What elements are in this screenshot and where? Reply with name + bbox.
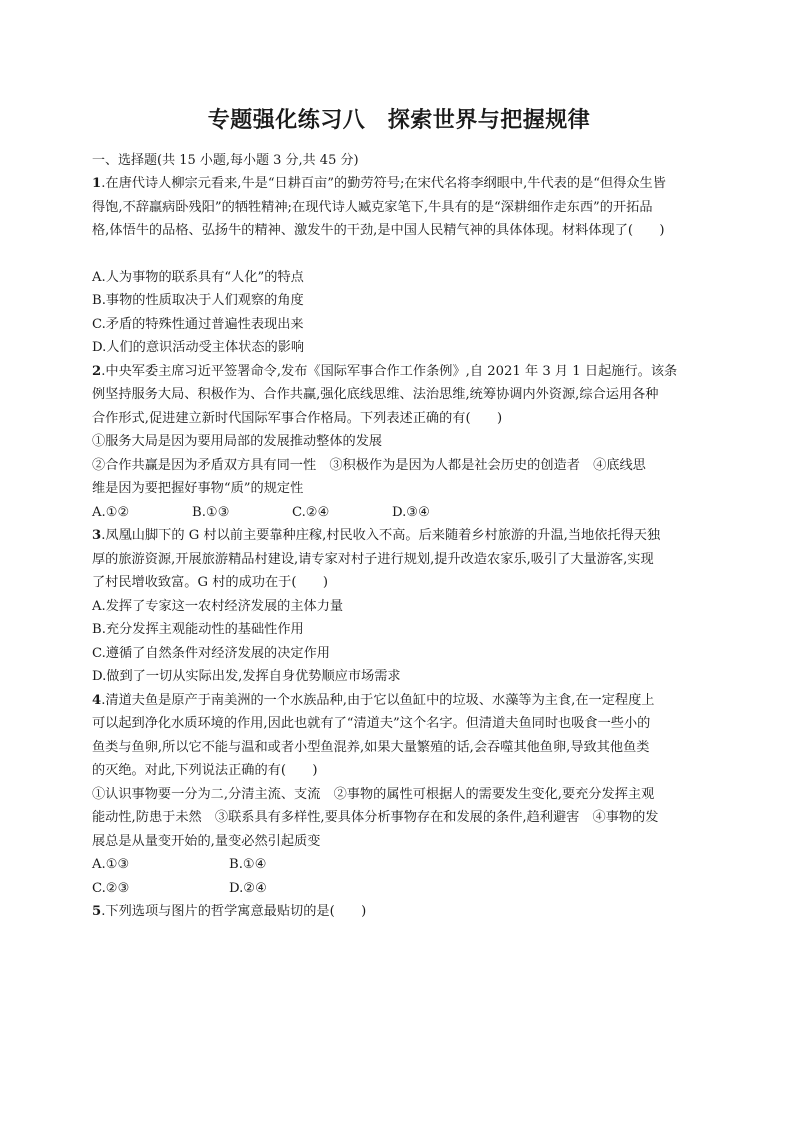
statement-line: ①认识事物要一分为二,分清主流、支流 ②事物的属性可根据人的需要发生变化,要充分发挥主观: [92, 786, 655, 802]
option-c: C.②③: [92, 880, 130, 896]
option-b: B.①④: [229, 857, 267, 872]
option-d: D.人们的意识活动受主体状态的影响: [92, 340, 305, 355]
spacer: [92, 243, 706, 266]
question-5: [92, 900, 706, 924]
question-number: 2: [92, 363, 102, 379]
option-b: B.①③: [192, 504, 230, 520]
option-c: C.遵循了自然条件对经济发展的决定作用: [92, 645, 330, 661]
question-stem-line: 了村民增收致富。G 村的成功在于( ): [92, 575, 329, 590]
question-stem-line: 得饱,不辞羸病卧残阳”的牺牲精神;在现代诗人臧克家笔下,牛具有的是“深耕细作走东西”的开拓品: [92, 199, 653, 215]
question-3: [92, 524, 706, 689]
option-d: D.②④: [229, 880, 267, 896]
section-header: 一、选择题(共 15 小题,每小题 3 分,共 45 分): [92, 153, 359, 168]
option-a: A.人为事物的联系具有“人化”的特点: [92, 269, 304, 285]
question-4: [92, 689, 706, 901]
option-c: C.矛盾的特殊性通过普遍性表现出来: [92, 316, 304, 332]
statement-line: ②合作共赢是因为矛盾双方具有同一性 ③积极作为是因为人都是社会历史的创造者 ④底线思: [92, 457, 646, 473]
option-c: C.②④: [292, 504, 330, 520]
question-stem-line: 的灭绝。对此,下列说法正确的有( ): [92, 763, 318, 778]
option-d: D.做到了一切从实际出发,发挥自身优势顺应市场需求: [92, 669, 401, 684]
question-stem-line: 4.清道夫鱼是原产于南美洲的一个水族品种,由于它以鱼缸中的垃圾、水藻等为主食,在一定程度上: [92, 692, 655, 708]
options-row: [92, 501, 706, 525]
option-a: A.发挥了专家这一农村经济发展的主体力量: [92, 598, 344, 614]
question-stem-line: 厚的旅游资源,开展旅游精品村建设,请专家对村子进行规划,提升改造农家乐,吸引了大量游客,实现: [92, 551, 654, 567]
question-1: [92, 172, 706, 360]
question-number: 4: [92, 692, 102, 708]
option-b: B.事物的性质取决于人们观察的角度: [92, 293, 304, 308]
question-stem-line: 合作形式,促进建立新时代国际军事合作格局。下列表述正确的有( ): [92, 410, 503, 426]
question-stem-line: 可以起到净化水质环境的作用,因此也就有了“清道夫”这个名字。但清道夫鱼同时也吸食一些小的: [92, 716, 651, 731]
question-number: 1: [92, 176, 102, 191]
question-stem-line: 3.凤凰山脚下的 G 村以前主要靠种庄稼,村民收入不高。后来随着乡村旅游的升温,当地依托得天独: [92, 528, 661, 543]
option-b: B.充分发挥主观能动性的基础性作用: [92, 622, 304, 637]
page-title: 专题强化练习八 探索世界与把握规律: [207, 108, 591, 133]
question-2: [92, 360, 706, 525]
option-d: D.③④: [392, 504, 430, 520]
question-stem-line: 5.下列选项与图片的哲学寓意最贴切的是( ): [92, 904, 367, 919]
statement-line: 维是因为要把握好事物“质”的规定性: [92, 481, 304, 496]
question-stem-line: 2.中央军委主席习近平签署命令,发布《国际军事合作工作条例》,自 2021 年 3 月 1 日起施行。该条: [92, 363, 678, 379]
question-stem-line: 例坚持服务大局、积极作为、合作共赢,强化底线思维、法治思维,统筹协调内外资源,综合运用各种: [92, 387, 659, 402]
statement-line: ①服务大局是因为要用局部的发展推动整体的发展: [92, 434, 383, 449]
option-a: A.①②: [92, 504, 130, 520]
options-row: [92, 853, 706, 877]
question-stem-line: 1.在唐代诗人柳宗元看来,牛是“日耕百亩”的勤劳符号;在宋代名将李纲眼中,牛代表的是“但得众生皆: [92, 176, 666, 191]
question-stem-line: 鱼类与鱼卵,所以它不能与温和或者小型鱼混养,如果大量繁殖的话,会吞噬其他鱼卵,导致其他鱼类: [92, 739, 650, 755]
statement-line: 展总是从量变开始的,量变必然引起质变: [92, 833, 321, 849]
question-stem-line: 格,体悟牛的品格、弘扬牛的精神、激发牛的干劲,是中国人民精气神的具体体现。材料体现了( ): [92, 223, 665, 238]
options-row: [92, 877, 706, 901]
statement-line: 能动性,防患于未然 ③联系具有多样性,要具体分析事物存在和发展的条件,趋利避害 ④事物的发: [92, 810, 659, 825]
question-number: 3: [92, 528, 102, 543]
question-number: 5: [92, 904, 102, 919]
option-a: A.①③: [92, 857, 130, 872]
